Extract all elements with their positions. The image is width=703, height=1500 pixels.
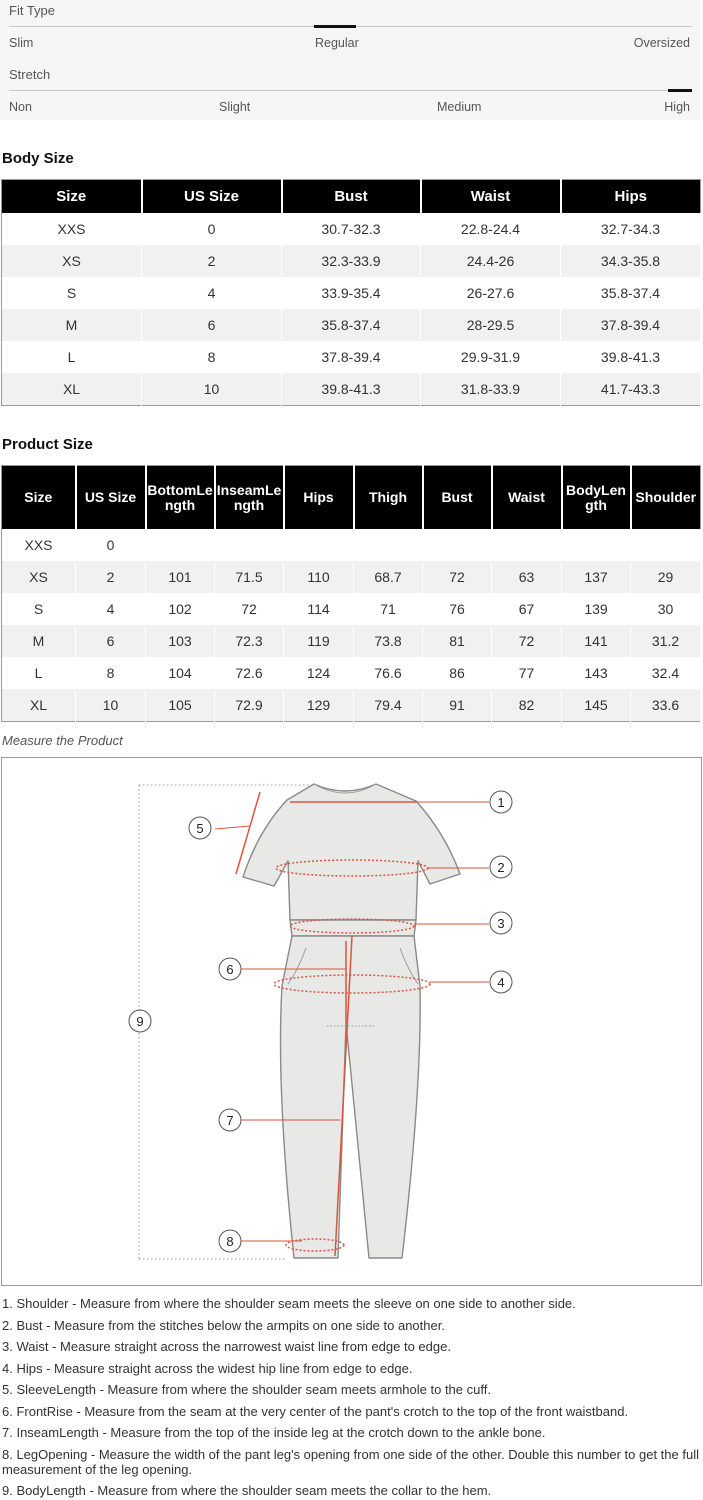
- table-cell: 30: [631, 593, 701, 625]
- table-cell: 35.8-37.4: [282, 309, 421, 341]
- table-cell: 31.2: [631, 625, 701, 657]
- table-cell: 31.8-33.9: [421, 373, 561, 406]
- stretch-label: Stretch: [9, 67, 51, 82]
- table-cell: XL: [2, 373, 142, 406]
- stretch-option-non: Non: [9, 100, 32, 114]
- header-inseam-length: InseamLength: [215, 466, 284, 530]
- body-size-row: [2, 213, 701, 245]
- table-cell: 72: [215, 593, 284, 625]
- table-cell: XXS: [2, 529, 76, 561]
- table-cell: S: [2, 593, 76, 625]
- table-cell: 143: [562, 657, 631, 689]
- table-cell: M: [2, 625, 76, 657]
- table-cell: 8: [142, 341, 282, 373]
- callout-8: [219, 1230, 241, 1252]
- table-cell: [284, 529, 354, 561]
- table-cell: 68.7: [354, 561, 423, 593]
- jumpsuit-diagram: [2, 758, 701, 1285]
- product-size-row: [2, 593, 701, 625]
- table-cell: 30.7-32.3: [282, 213, 421, 245]
- product-size-row: [2, 529, 701, 561]
- table-cell: 124: [284, 657, 354, 689]
- measurement-note: 8. LegOpening - Measure the width of the pant leg's opening from one side of the other. Double this number to get the full measurement of the leg opening.: [2, 1446, 699, 1477]
- product-size-row: [2, 657, 701, 689]
- svg-text:4: 4: [497, 975, 505, 990]
- table-cell: 72: [423, 561, 492, 593]
- table-cell: 8: [76, 657, 146, 689]
- header-bottom-length: BottomLength: [146, 466, 215, 530]
- product-size-row: [2, 561, 701, 593]
- measurement-note: 7. InseamLength - Measure from the top of the inside leg at the crotch down to the ankle bone.: [2, 1425, 546, 1440]
- table-cell: 141: [562, 625, 631, 657]
- table-cell: 39.8-41.3: [282, 373, 421, 406]
- fit-type-option-slim: Slim: [9, 36, 34, 50]
- table-cell: [146, 529, 215, 561]
- callout-3: [490, 912, 512, 934]
- table-cell: 86: [423, 657, 492, 689]
- table-cell: 32.4: [631, 657, 701, 689]
- table-cell: 76: [423, 593, 492, 625]
- table-cell: 63: [492, 561, 562, 593]
- header-thigh: Thigh: [354, 466, 423, 530]
- table-cell: 73.8: [354, 625, 423, 657]
- table-cell: 22.8-24.4: [421, 213, 561, 245]
- callout-6: [219, 958, 241, 980]
- table-cell: 6: [76, 625, 146, 657]
- svg-text:5: 5: [196, 821, 204, 836]
- header-hips: Hips: [284, 466, 354, 530]
- header-shoulder: Shoulder: [631, 466, 701, 530]
- table-cell: [215, 529, 284, 561]
- table-cell: 137: [562, 561, 631, 593]
- table-cell: 37.8-39.4: [561, 309, 701, 341]
- stretch-option-high: High: [664, 100, 690, 114]
- table-cell: 2: [142, 245, 282, 277]
- table-cell: 6: [142, 309, 282, 341]
- svg-text:7: 7: [226, 1113, 234, 1128]
- table-cell: XL: [2, 689, 76, 722]
- header-size: Size: [2, 466, 76, 530]
- table-cell: 72.6: [215, 657, 284, 689]
- header-waist: Waist: [421, 180, 561, 214]
- table-cell: 37.8-39.4: [282, 341, 421, 373]
- table-cell: [562, 529, 631, 561]
- table-cell: 91: [423, 689, 492, 722]
- body-size-row: [2, 373, 701, 406]
- table-cell: 72.9: [215, 689, 284, 722]
- header-bust: Bust: [282, 180, 421, 214]
- stretch-option-medium: Medium: [437, 100, 482, 114]
- stretch-track: [9, 90, 692, 91]
- header-bust: Bust: [423, 466, 492, 530]
- table-cell: 129: [284, 689, 354, 722]
- table-cell: [631, 529, 701, 561]
- callout-9: [129, 1010, 151, 1032]
- table-cell: 34.3-35.8: [561, 245, 701, 277]
- table-cell: 32.3-33.9: [282, 245, 421, 277]
- table-cell: 77: [492, 657, 562, 689]
- callout-7: [219, 1109, 241, 1131]
- measurement-note: 4. Hips - Measure straight across the widest hip line from edge to edge.: [2, 1360, 413, 1376]
- header-body-length: BodyLength: [562, 466, 631, 530]
- table-cell: 4: [142, 277, 282, 309]
- product-size-table: [1, 465, 701, 722]
- callout-2: [490, 856, 512, 878]
- table-cell: [354, 529, 423, 561]
- measurement-note: 6. FrontRise - Measure from the seam at the very center of the pant's crotch to the top of the front waistband.: [2, 1403, 629, 1419]
- table-cell: 81: [423, 625, 492, 657]
- table-cell: 82: [492, 689, 562, 722]
- measurement-note: 2. Bust - Measure from the stitches below the armpits on one side to another.: [2, 1317, 445, 1333]
- measurement-note: 3. Waist - Measure straight across the narrowest waist line from edge to edge.: [2, 1339, 451, 1354]
- table-cell: [423, 529, 492, 561]
- svg-text:6: 6: [226, 962, 234, 977]
- table-cell: XS: [2, 245, 142, 277]
- table-cell: 114: [284, 593, 354, 625]
- measurement-note: 1. Shoulder - Measure from where the shoulder seam meets the sleeve on one side to another side.: [2, 1296, 576, 1311]
- svg-text:3: 3: [497, 916, 505, 931]
- table-cell: XS: [2, 561, 76, 593]
- table-cell: 4: [76, 593, 146, 625]
- table-cell: 26-27.6: [421, 277, 561, 309]
- svg-text:9: 9: [136, 1014, 144, 1029]
- body-size-table: [1, 179, 701, 406]
- table-cell: XXS: [2, 213, 142, 245]
- callout-5: [189, 817, 211, 839]
- table-cell: 10: [142, 373, 282, 406]
- table-cell: 33.9-35.4: [282, 277, 421, 309]
- table-cell: 104: [146, 657, 215, 689]
- fit-type-label: Fit Type: [9, 3, 56, 18]
- table-cell: 29: [631, 561, 701, 593]
- measurement-notes: [2, 1296, 700, 1498]
- table-cell: 71: [354, 593, 423, 625]
- body-size-row: [2, 277, 701, 309]
- table-cell: 72.3: [215, 625, 284, 657]
- table-cell: 0: [76, 529, 146, 561]
- table-cell: 102: [146, 593, 215, 625]
- table-cell: 67: [492, 593, 562, 625]
- table-cell: 29.9-31.9: [421, 341, 561, 373]
- table-cell: 105: [146, 689, 215, 722]
- fit-type-selected-marker: [314, 25, 356, 28]
- table-cell: 33.6: [631, 689, 701, 722]
- table-cell: 39.8-41.3: [561, 341, 701, 373]
- table-cell: 103: [146, 625, 215, 657]
- table-cell: 2: [76, 561, 146, 593]
- header-size: Size: [2, 180, 142, 214]
- table-cell: [492, 529, 562, 561]
- table-cell: 41.7-43.3: [561, 373, 701, 406]
- table-cell: 139: [562, 593, 631, 625]
- table-cell: 71.5: [215, 561, 284, 593]
- table-cell: 79.4: [354, 689, 423, 722]
- svg-text:2: 2: [497, 860, 505, 875]
- table-cell: 35.8-37.4: [561, 277, 701, 309]
- table-cell: 72: [492, 625, 562, 657]
- table-cell: S: [2, 277, 142, 309]
- table-cell: 76.6: [354, 657, 423, 689]
- callout-1: [490, 791, 512, 813]
- fit-type-option-regular: Regular: [315, 36, 359, 50]
- body-size-row: [2, 245, 701, 277]
- measure-diagram: [1, 757, 702, 1286]
- stretch-option-slight: Slight: [219, 100, 251, 114]
- header-us-size: US Size: [142, 180, 282, 214]
- header-us-size: US Size: [76, 466, 146, 530]
- body-size-title: Body Size: [2, 150, 74, 167]
- table-cell: 119: [284, 625, 354, 657]
- callout-4: [490, 971, 512, 993]
- table-cell: 32.7-34.3: [561, 213, 701, 245]
- table-cell: 110: [284, 561, 354, 593]
- svg-text:8: 8: [226, 1234, 234, 1249]
- table-cell: 24.4-26: [421, 245, 561, 277]
- product-size-title: Product Size: [2, 436, 93, 453]
- product-size-row: [2, 625, 701, 657]
- body-size-row: [2, 341, 701, 373]
- table-cell: 10: [76, 689, 146, 722]
- table-cell: 0: [142, 213, 282, 245]
- measurement-note: 9. BodyLength - Measure from where the shoulder seam meets the collar to the hem.: [2, 1483, 492, 1498]
- svg-text:1: 1: [497, 795, 505, 810]
- measure-caption: Measure the Product: [2, 733, 123, 748]
- header-waist: Waist: [492, 466, 562, 530]
- measurement-note: 5. SleeveLength - Measure from where the shoulder seam meets armhole to the cuff.: [2, 1382, 491, 1397]
- table-cell: 101: [146, 561, 215, 593]
- fit-panel: [0, 0, 700, 120]
- table-cell: 145: [562, 689, 631, 722]
- table-cell: L: [2, 341, 142, 373]
- product-size-row: [2, 689, 701, 722]
- header-hips: Hips: [561, 180, 701, 214]
- fit-type-option-oversized: Oversized: [633, 36, 690, 50]
- table-cell: L: [2, 657, 76, 689]
- jumpsuit-silhouette: [243, 784, 460, 1258]
- table-cell: M: [2, 309, 142, 341]
- body-size-row: [2, 309, 701, 341]
- stretch-selected-marker: [668, 89, 692, 92]
- table-cell: 28-29.5: [421, 309, 561, 341]
